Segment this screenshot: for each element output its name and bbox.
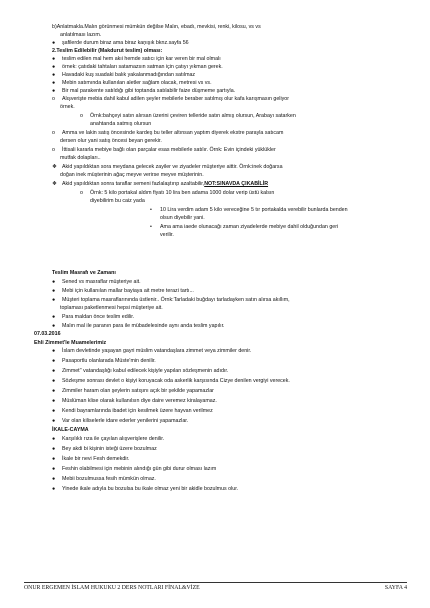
line-text: örnek: çatıdaki tahtaları satamazsın satman için çatıyı yıkman gerek. [62, 64, 223, 70]
bullet-marker: ● [52, 388, 56, 394]
text-line [62, 446, 157, 453]
text-line [60, 305, 163, 312]
bullet-marker: ❖ [52, 164, 57, 170]
line-text: Mebin satımında kullanılan aletler sağlam olacak, metresi vs vs. [62, 80, 212, 86]
line-text: dersen olur yani satış öncesi beyan gerekir. [60, 138, 162, 144]
line-text: Zimmiler haram olan şeylerin satışını açık bir şekilde yapamazlar [62, 388, 214, 394]
bullet-marker: ● [52, 466, 56, 472]
line-text: 2.Teslim Edilebilir (Makdurut teslim) olması: [52, 48, 163, 54]
bullet-marker: • [150, 224, 152, 230]
line-text: Yinede ikale adıyla bu bozulsa bu ikale olmaz yeni bir akidle bozulmus olur. [62, 486, 239, 492]
text-line [160, 215, 205, 222]
text-line [90, 113, 296, 120]
footer-page-number: SAYFA 4 [384, 585, 407, 591]
bullet-marker: ● [52, 358, 56, 364]
text-line [62, 64, 223, 71]
text-line [62, 56, 221, 63]
text-line [160, 232, 174, 239]
bullet-marker: ❖ [52, 181, 57, 187]
line-text: Akid yapıldıktan sora meydana gelecek zayiler ve ziyadeler müşteriye aittir. Örnk:inek doğarsa [62, 164, 283, 170]
text-line [60, 138, 162, 145]
footer-title: ONUR ERGEMEN İSLAM HUKUKU 2 DERS NOTLARI FİNAL&VİZE [24, 585, 200, 591]
bullet-marker: ● [52, 279, 56, 285]
section-heading [52, 427, 89, 434]
text-line [62, 96, 289, 103]
line-text: Müslüman klise olarak kullanılsın diye daire veremez kiralayamaz. [62, 398, 217, 404]
text-line [62, 181, 268, 188]
bullet-marker: ● [52, 456, 56, 462]
text-line [62, 418, 188, 425]
text-line [90, 121, 151, 128]
line-text: teslim edilen mal hem akıi hemde satıcı için kar veren bir mal olmalı [62, 56, 221, 62]
text-line [62, 456, 129, 463]
line-text: anahtarıda satmış olursun [90, 121, 152, 127]
text-line [62, 40, 189, 47]
line-text: İslam devletinde yaşayan gayri müslim vatandaşlara zimmet veya zimmiler denir. [62, 348, 252, 354]
text-line [62, 323, 225, 330]
text-line [60, 172, 204, 179]
bullet-marker: ● [52, 297, 56, 303]
text-line [160, 207, 348, 214]
line-text: İkale bir nevi Fesh demekdir. [62, 456, 130, 462]
line-text: Zimmet'' vatandaşlığı kabul edilecek kişiyle yapılan sözleşmenin adıdır. [62, 368, 229, 374]
line-text: Teslim Masrafı ve Zamanı [52, 270, 116, 276]
text-line [62, 436, 164, 443]
line-text: Karşılıklı rıza ile çayılan alışverişlere denilir. [62, 436, 165, 442]
bullet-marker: ● [52, 486, 56, 492]
bullet-marker: ● [52, 64, 56, 70]
text-line [62, 288, 194, 295]
text-line [62, 297, 290, 304]
bullet-marker: ● [52, 323, 56, 329]
bullet-marker: o [52, 130, 55, 136]
bullet-marker: o [80, 190, 83, 196]
line-text: Bir mal parakente satıldığı gibi toptanda satılabilir faize düşmeme şartıyla. [62, 88, 236, 94]
text-line [62, 130, 283, 137]
text-line [62, 279, 141, 286]
bullet-marker: ● [52, 80, 56, 86]
line-text: anlatılması lazım. [60, 32, 102, 38]
text-line [60, 32, 101, 39]
text-line [62, 88, 235, 95]
text-line [62, 476, 156, 483]
exam-note: NOT:SINAVDA ÇIKABİLİR [204, 181, 269, 187]
text-line [62, 388, 214, 395]
bullet-marker: ● [52, 436, 56, 442]
text-line [52, 24, 261, 31]
line-text: Sözleşme sonrası devlet o kişiyi koruyacak oda askerlik karşısında Cizye denilen vergiyi verecek. [62, 378, 290, 384]
line-text: şafilerde durum biraz ama biraz kaņışık bknz.sayfa 56 [62, 40, 189, 46]
bullet-marker: ● [52, 418, 56, 424]
line-text: Pasaportlu olanlarada Müste'min denilir. [62, 358, 156, 364]
bullet-marker: ● [52, 398, 56, 404]
line-text: Akid yapıldıktan sonra taraflar semeni fazlalaştırıp azaltabilir, [62, 181, 205, 187]
bullet-marker: ● [52, 288, 56, 294]
line-text: toplaması paketlenmesi hepsi müşteriye ait. [60, 305, 163, 311]
bullet-marker: ● [52, 378, 56, 384]
text-line [62, 368, 228, 375]
line-text: İttisali kararla mebiye bağlı olan parçalar esas mebilerle satılır. Örnk: Evin içindeki yüklükler [62, 147, 276, 153]
bullet-marker: o [80, 113, 83, 119]
text-line [62, 486, 238, 493]
text-line [62, 398, 217, 405]
section-heading [34, 331, 61, 338]
bullet-marker: ● [52, 72, 56, 78]
text-line [62, 408, 213, 415]
text-line [60, 104, 75, 111]
line-text: Örnk: 5 kilo portakal aldım fiyatı 10 lira ben adama 1000 dolar verip üstü kalsın [90, 190, 275, 196]
bullet-marker: ● [52, 408, 56, 414]
page-footer [24, 582, 407, 594]
text-line [62, 147, 276, 154]
line-text: Kendi bayramlarında ibadet için kesilmek üzere hayvan verilmez [62, 408, 213, 414]
bullet-marker: ● [52, 368, 56, 374]
line-text: Alışverişte mebia dahil kabul adilen şeyler mebilerle beraber satılmış olur kafa karışmasın geliyor [62, 96, 289, 102]
line-text: İKALE-CAYMA [52, 427, 89, 433]
line-text: Sened vs masraflar müşteriye ait. [62, 279, 141, 285]
text-line [62, 164, 283, 171]
text-line [62, 72, 195, 79]
bullet-marker: ● [52, 56, 56, 62]
line-text: Ama ama iaede olunacağı zaman ziyadelerde mebiye dahil olduğundan geri [160, 224, 339, 230]
line-text: Havadaki kuş suadaki balık yakalanmadığından satılmaz [62, 72, 196, 78]
text-line [62, 80, 212, 87]
text-line [62, 314, 134, 321]
line-text: Mebii bozulmussa fesih mümkün olmaz. [62, 476, 156, 482]
line-text: verilir. [160, 232, 174, 238]
line-text: Örnk:bahçeyi satın alırsan üzerini çeviren telleride satın almış olursun, Arabayı satarken [90, 113, 296, 119]
bullet-marker: • [150, 207, 152, 213]
line-text: örnek. [60, 104, 75, 110]
section-heading [34, 340, 106, 347]
line-text: 10 Lira verdim adam 5 kilo vereceğine 5 tır portakalda verebilir bunlarda benden [160, 207, 348, 213]
section-heading [52, 48, 162, 55]
line-text: olsun diyebilir yani. [160, 215, 205, 221]
text-line [60, 155, 101, 162]
bullet-marker: o [52, 96, 55, 102]
line-text: Ehli Zimmet'le Muamelerimiz [34, 340, 107, 346]
bullet-marker: ● [52, 476, 56, 482]
bullet-marker: ● [52, 446, 56, 452]
line-text: Malın mal ile paranın para ile mübadelesinde aynı anda teslim yapılır. [62, 323, 225, 329]
line-text: Feshin olabilmesi için mebinin alındığı gün gibi durur olması lazım [62, 466, 217, 472]
line-text: Bey akdi bi kişinin isteği üzere bozulmaz [62, 446, 157, 452]
line-text: doğan inek müşterinin ağaç meyve verirse meyve müşterinin. [60, 172, 204, 178]
text-line [62, 348, 251, 355]
line-text: Var olan kiliselerle idare ederler yenilerini yapamazlar. [62, 418, 189, 424]
line-text: b)Anlatmaklа.Malın görünmesi mümkün değilse Malın, ebadı, mevkisi, renki, kilosu, vs vs [52, 24, 261, 30]
text-line [160, 224, 338, 231]
text-line [90, 190, 274, 197]
text-line [62, 378, 290, 385]
line-text: Mebi için kullanılan mallar bayiaya ait metre terazi tartı... [62, 288, 194, 294]
text-line [62, 358, 156, 365]
line-text: mutfak dolapları.. [60, 155, 101, 161]
text-line [90, 198, 145, 205]
bullet-marker: ● [52, 348, 56, 354]
bullet-marker: ● [52, 88, 56, 94]
line-text: Müşteri toplama masraflarınında üstlenir.. Örnk:Tarladaki buğdayı tarladayken satın alırsa akıllım, [62, 297, 290, 303]
line-text: Amma ve lakin satış öncesinde kardeş bu teller altınsan yaptım diyerek ekstre parayla satıcam [62, 130, 284, 136]
bullet-marker: o [52, 147, 55, 153]
line-text: 07.03.2016 [34, 331, 61, 337]
text-line [62, 466, 216, 473]
line-text: diyebilirim bu caiz yada [90, 198, 145, 204]
bullet-marker: ● [52, 314, 56, 320]
line-text: Para maldan önce teslim edilir. [62, 314, 135, 320]
bullet-marker: ● [52, 40, 56, 46]
section-heading [52, 270, 116, 277]
